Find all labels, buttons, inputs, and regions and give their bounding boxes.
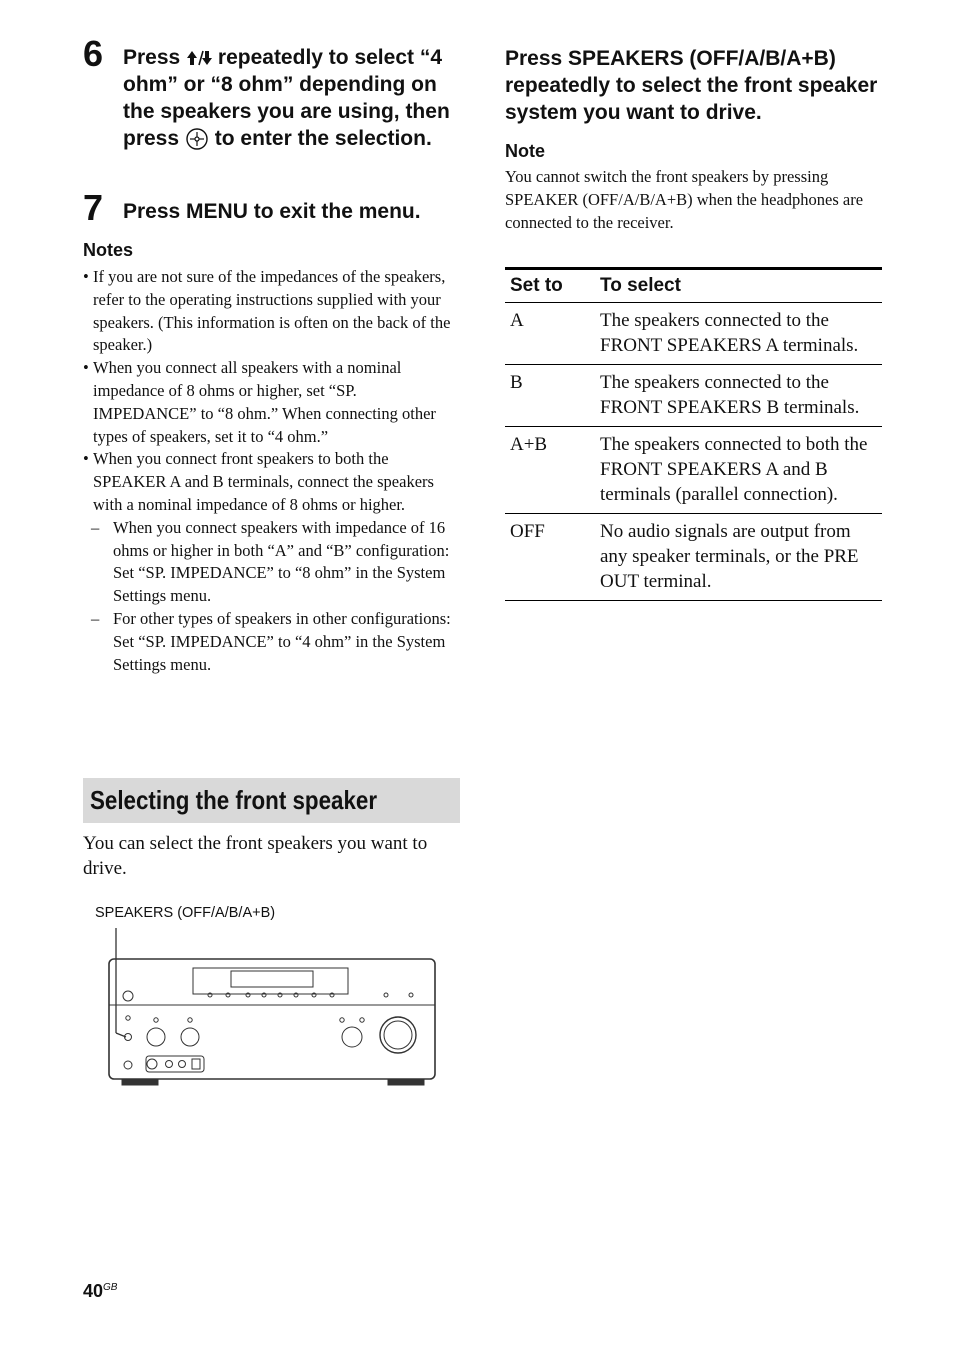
step-number: 6: [83, 33, 104, 74]
page-suffix: GB: [103, 1282, 118, 1293]
note-item: • If you are not sure of the impedances of the speakers, refer to the operating instructions supplied with your speakers. (This information is often on the back of the speaker.): [83, 266, 463, 357]
note-item: • When you connect all speakers with a nominal impedance of 8 ohms or higher, set “SP. IMPEDANCE” to “8 ohm.” When connecting other types of speakers, set it to “4 ohm.”: [83, 357, 463, 448]
section-intro: You can select the front speakers you want to drive.: [83, 833, 428, 879]
table-header-set-to: Set to: [505, 269, 595, 303]
table-cell-setting: B: [505, 365, 595, 427]
table-cell-setting: A: [505, 303, 595, 365]
table-row: [505, 427, 882, 514]
table-header-to-select: To select: [595, 269, 882, 303]
step-text: Press repeatedly to select “4 ohm” or “8 ohm” depending on the speakers you are using, then press to enter the selection.: [123, 46, 450, 150]
note-text: You cannot switch the front speakers by pressing SPEAKER (OFF/A/B/A+B) when the headphones are connected to the receiver.: [505, 167, 864, 232]
receiver-front-panel-illustration: [106, 925, 440, 1095]
page-number: $40^{GB}$: [83, 1281, 118, 1301]
enter-button-icon: [185, 127, 209, 151]
table-cell-description: The speakers connected to the FRONT SPEAKERS A terminals.: [595, 303, 882, 365]
table-cell-setting: A+B: [505, 427, 595, 514]
note-heading: Note: [505, 141, 545, 161]
section-title: Selecting the front speaker: [90, 785, 378, 815]
table-cell-description: No audio signals are output from any speaker terminals, or the PRE OUT terminal.: [595, 514, 882, 601]
table-row: [505, 514, 882, 601]
section-heading-band: [83, 778, 460, 823]
step-text: Press MENU to exit the menu.: [123, 200, 421, 223]
table-row: [505, 365, 882, 427]
notes-list: [83, 266, 463, 676]
table-cell-description: The speakers connected to the FRONT SPEAKERS B terminals.: [595, 365, 882, 427]
table-cell-description: The speakers connected to both the FRONT SPEAKERS A and B terminals (parallel connection).: [595, 427, 882, 514]
step-number: 7: [83, 187, 104, 228]
notes-heading: Notes: [83, 240, 134, 260]
right-instruction-heading: Press SPEAKERS (OFF/A/B/A+B) repeatedly to select the front speaker system you want to drive.: [505, 47, 878, 124]
up-down-arrows-icon: [186, 50, 212, 66]
table-row: [505, 303, 882, 365]
table-cell-setting: OFF: [505, 514, 595, 601]
note-subitem: – When you connect speakers with impedance of 16 ohms or higher in both “A” and “B” configuration: Set “SP. IMPEDANCE” to “8 ohm” in the System Settings menu.: [83, 517, 463, 608]
note-item: • When you connect front speakers to both the SPEAKER A and B terminals, connect the speakers with a nominal impedance of 8 ohms or higher.: [83, 448, 463, 516]
speakers-callout-label: SPEAKERS (OFF/A/B/A+B): [95, 905, 276, 921]
speaker-selection-table: [505, 267, 882, 601]
table-header-row: [505, 269, 882, 303]
note-subitem: – For other types of speakers in other configurations: Set “SP. IMPEDANCE” to “4 ohm” in the System Settings menu.: [83, 608, 463, 676]
